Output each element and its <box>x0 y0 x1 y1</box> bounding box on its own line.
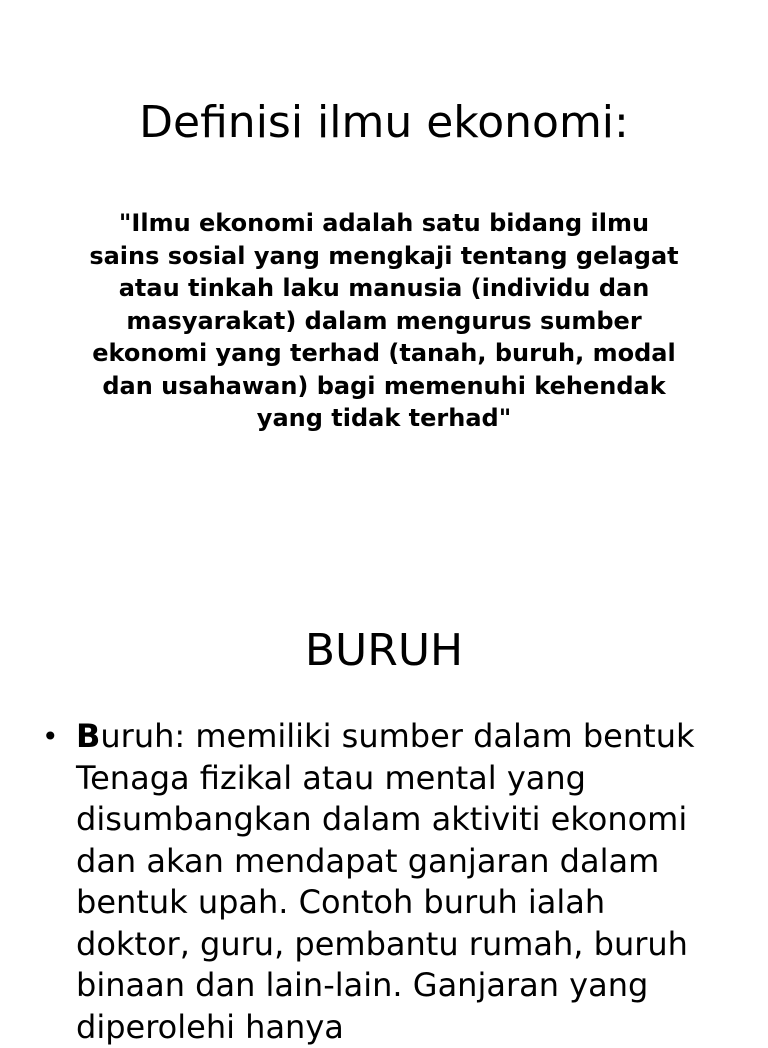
definition-quote: "Ilmu ekonomi adalah satu bidang ilmu sains sosial yang mengkaji tentang gelagat atau tinkah laku manusia (individu dan masyarakat) dalam mengurus sumber ekonomi yang terhad (tanah, buruh, modal dan usahawan) bagi memenuhi kehendak yang tidak terhad" <box>89 209 679 432</box>
bullet-item-buruh <box>0 716 768 1048</box>
bullet-marker: • <box>42 720 59 753</box>
slide-buruh <box>0 580 768 1046</box>
bullet-text: uruh: memiliki sumber dalam bentuk Tenaga fizikal atau mental yang disumbangkan dalam aktiviti ekonomi dan akan mendapat ganjaran dalam bentuk upah. Contoh buruh ialah doktor, guru, pembantu rumah, buruh binaan dan lain-lain. Ganjaran yang diperolehi hanya <box>76 717 695 1046</box>
bullet-list <box>0 716 768 1048</box>
bullet-lead-letter: B <box>76 717 101 755</box>
slide-title: Definisi ilmu ekonomi: <box>139 97 629 148</box>
slide-title: BURUH <box>304 625 464 676</box>
